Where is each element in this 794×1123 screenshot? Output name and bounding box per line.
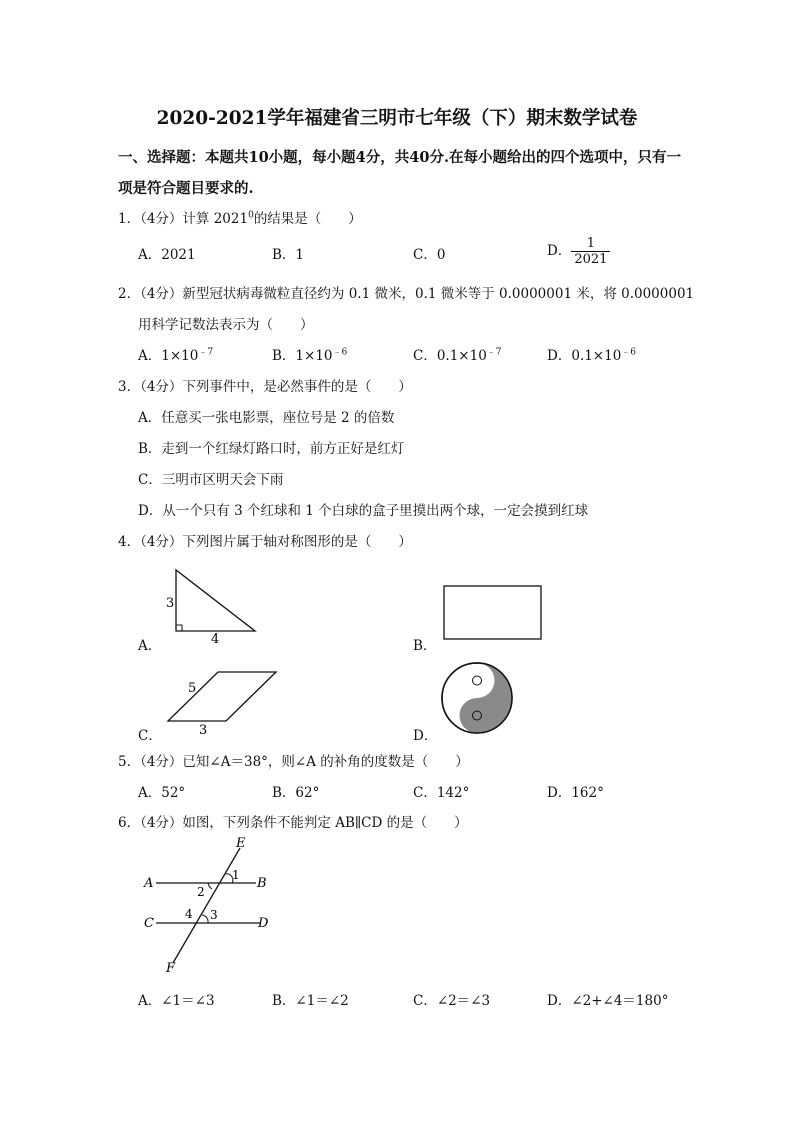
fraction-denominator: 2021 bbox=[574, 252, 608, 267]
q6-option-d: D．∠2+∠4＝180° bbox=[547, 993, 669, 1009]
q1-stem-post: 的结果是（ ） bbox=[253, 211, 362, 227]
q4-option-d: D． bbox=[413, 728, 438, 744]
angle-label-3: 3 bbox=[210, 908, 218, 922]
yin-yang-icon bbox=[440, 661, 514, 735]
label-d: D bbox=[258, 916, 269, 931]
q6-option-b: B．∠1＝∠2 bbox=[272, 993, 349, 1009]
q5-option-a: A．52° bbox=[138, 785, 186, 801]
angle-label-2: 2 bbox=[197, 885, 205, 899]
q2-a-exponent: ﹣7 bbox=[198, 347, 214, 358]
q3-option-d: D．从一个只有 3 个红球和 1 个白球的盒子里摸出两个球，一定会摸到红球 bbox=[138, 503, 589, 519]
parallelogram-side-label-5: 5 bbox=[188, 681, 197, 696]
q2-option-b bbox=[272, 344, 347, 364]
q5-option-c: C．142° bbox=[413, 785, 470, 801]
label-b: B bbox=[257, 876, 267, 891]
q5-option-d: D．162° bbox=[547, 785, 604, 801]
q4-option-c: C． bbox=[138, 728, 162, 744]
q2-d-exponent: ﹣6 bbox=[621, 347, 637, 358]
q1-option-b: B．1 bbox=[272, 247, 305, 263]
q1-option-c: C．0 bbox=[413, 247, 446, 263]
fraction-numerator: 1 bbox=[571, 236, 610, 252]
q2-stem-line2: 用科学记数法表示为（ ） bbox=[138, 317, 314, 333]
parallel-lines-figure bbox=[140, 836, 280, 976]
q4-option-b: B． bbox=[413, 638, 437, 654]
q3-option-c: C．三明市区明天会下雨 bbox=[138, 472, 284, 488]
label-f: F bbox=[166, 961, 176, 976]
triangle-side-label-4: 4 bbox=[211, 632, 220, 647]
q1-option-a: A．2021 bbox=[138, 247, 196, 263]
q2-b-base: B．1×10 bbox=[272, 348, 333, 364]
q2-c-base: C．0.1×10 bbox=[413, 348, 487, 364]
label-c: C bbox=[144, 916, 154, 931]
parallelogram-side-label-3: 3 bbox=[199, 723, 208, 738]
angle-label-4: 4 bbox=[185, 907, 193, 921]
q1-option-d-label: D． bbox=[547, 243, 572, 259]
q5-stem: 5．（4分）已知∠A＝38°，则∠A 的补角的度数是（ ） bbox=[118, 754, 469, 770]
q1-exponent: 0 bbox=[248, 210, 254, 221]
angle-label-1: 1 bbox=[232, 868, 240, 882]
q3-option-b: B．走到一个红绿灯路口时，前方正好是红灯 bbox=[138, 441, 405, 457]
q6-option-c: C．∠2＝∠3 bbox=[413, 993, 491, 1009]
label-e: E bbox=[236, 836, 246, 851]
q2-a-base: A．1×10 bbox=[138, 348, 199, 364]
q2-option-a bbox=[138, 344, 213, 364]
section-heading-line2: 项是符合题目要求的. bbox=[118, 180, 254, 197]
q6-option-a: A．∠1＝∠3 bbox=[138, 993, 215, 1009]
q2-c-exponent: ﹣7 bbox=[486, 347, 502, 358]
q5-option-b: B．62° bbox=[272, 785, 320, 801]
q3-option-a: A．任意买一张电影票，座位号是 2 的倍数 bbox=[138, 410, 395, 426]
q6-stem: 6．（4分）如图，下列条件不能判定 AB∥CD 的是（ ） bbox=[118, 815, 468, 831]
q1-stem-pre: 1．（4分）计算 2021 bbox=[118, 211, 249, 227]
q1-fraction bbox=[571, 236, 610, 267]
parallelogram-figure bbox=[160, 668, 285, 738]
q1-option-d bbox=[547, 236, 610, 267]
q3-stem: 3．（4分）下列事件中，是必然事件的是（ ） bbox=[118, 379, 412, 395]
label-a: A bbox=[144, 876, 154, 891]
question-1 bbox=[118, 207, 362, 227]
page-title: 2020-2021学年福建省三明市七年级（下）期末数学试卷 bbox=[156, 108, 638, 129]
rectangle-figure bbox=[443, 585, 543, 641]
section-heading-line1: 一、选择题：本题共10小题，每小题4分，共40分.在每小题给出的四个选项中，只有一 bbox=[118, 149, 681, 166]
triangle-side-label-3: 3 bbox=[166, 596, 175, 611]
q2-option-d bbox=[547, 344, 636, 364]
q4-option-a: A． bbox=[138, 638, 162, 654]
q2-b-exponent: ﹣6 bbox=[332, 347, 348, 358]
right-triangle-figure bbox=[160, 565, 270, 645]
q2-stem-line1: 2．（4分）新型冠状病毒微粒直径约为 0.1 微米，0.1 微米等于 0.0000001 米，将 0.0000001 bbox=[118, 286, 695, 302]
q2-d-base: D．0.1×10 bbox=[547, 348, 622, 364]
q4-stem: 4．（4分）下列图片属于轴对称图形的是（ ） bbox=[118, 534, 412, 550]
q2-option-c bbox=[413, 344, 502, 364]
